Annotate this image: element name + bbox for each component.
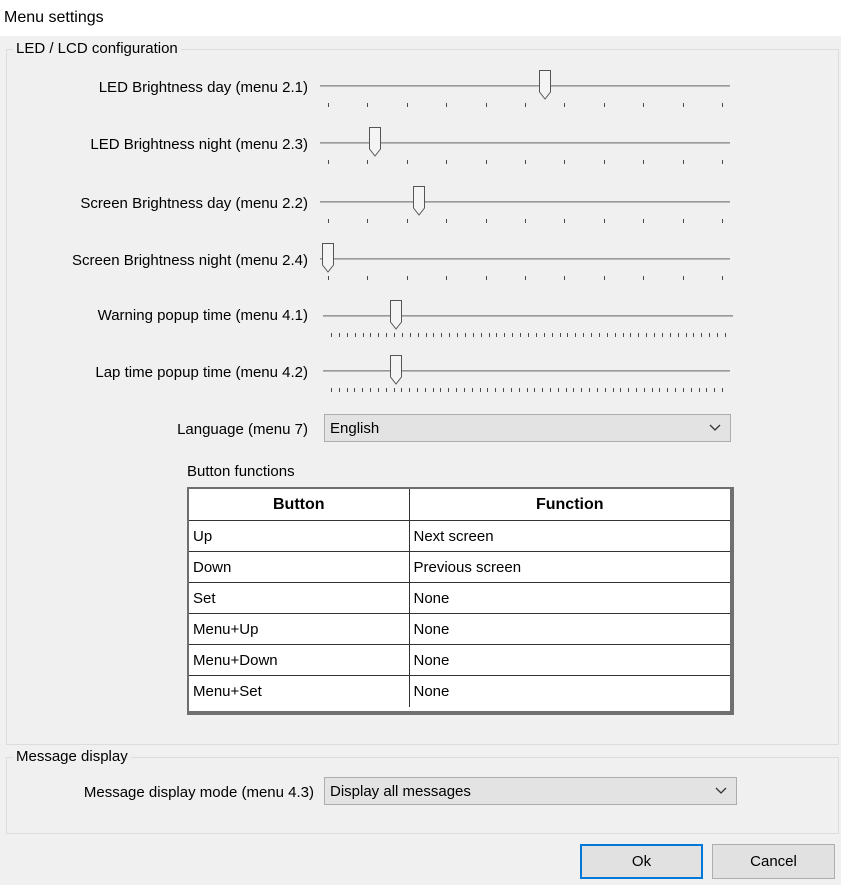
- slider-tick: [472, 388, 473, 392]
- slider-tick: [714, 388, 715, 392]
- led-lcd-legend: LED / LCD configuration: [13, 40, 181, 58]
- button-functions-table: [187, 487, 734, 715]
- slider-tick: [519, 388, 520, 392]
- slider-tick: [426, 333, 427, 337]
- slider-tick: [527, 388, 528, 392]
- window-title: Menu settings: [4, 9, 104, 26]
- slider-label-warning-popup: Warning popup time (menu 4.1): [97, 307, 308, 324]
- slider-tick: [440, 388, 441, 392]
- slider-tick: [464, 388, 465, 392]
- slider-track[interactable]: [320, 85, 730, 87]
- slider-tick: [386, 388, 387, 392]
- slider-tick: [706, 388, 707, 392]
- table-row[interactable]: [189, 521, 730, 552]
- slider-tick: [370, 388, 371, 392]
- slider-tick: [567, 333, 568, 337]
- slider-tick: [643, 160, 644, 164]
- function-cell[interactable]: Previous screen: [409, 552, 730, 583]
- ok-button[interactable]: Ok: [580, 844, 703, 879]
- slider-tick: [525, 276, 526, 280]
- slider-tick: [378, 333, 379, 337]
- button-cell[interactable]: Menu+Up: [189, 614, 409, 645]
- language-select[interactable]: [324, 414, 731, 442]
- slider-tick: [355, 333, 356, 337]
- button-functions-title: Button functions: [187, 463, 295, 480]
- slider-tick: [407, 219, 408, 223]
- slider-tick: [456, 388, 457, 392]
- message-display-mode-select[interactable]: [324, 777, 737, 805]
- slider-tick: [446, 103, 447, 107]
- slider-thumb[interactable]: [413, 186, 425, 216]
- slider-tick: [407, 276, 408, 280]
- slider-tick: [644, 388, 645, 392]
- slider-tick: [417, 388, 418, 392]
- slider-tick: [558, 388, 559, 392]
- slider-label-lap-popup: Lap time popup time (menu 4.2): [95, 364, 308, 381]
- slider-tick: [636, 388, 637, 392]
- slider-tick: [402, 333, 403, 337]
- slider-ticks: [320, 276, 730, 282]
- slider-tick: [347, 388, 348, 392]
- slider-tick: [328, 103, 329, 107]
- slider-tick: [486, 103, 487, 107]
- slider-tick: [407, 160, 408, 164]
- slider-tick: [725, 333, 726, 337]
- slider-tick: [678, 333, 679, 337]
- slider-tick: [525, 103, 526, 107]
- slider-label-screen-night: Screen Brightness night (menu 2.4): [72, 252, 308, 269]
- slider-tick: [367, 219, 368, 223]
- slider-tick: [722, 103, 723, 107]
- slider-tick: [339, 333, 340, 337]
- slider-tick: [643, 219, 644, 223]
- slider-ticks: [323, 388, 730, 394]
- slider-tick: [623, 333, 624, 337]
- slider-tick: [495, 388, 496, 392]
- slider-tick: [699, 388, 700, 392]
- slider-tick: [486, 219, 487, 223]
- slider-tick: [564, 276, 565, 280]
- slider-tick: [378, 388, 379, 392]
- slider-thumb[interactable]: [539, 70, 551, 100]
- slider-tick: [722, 219, 723, 223]
- slider-track[interactable]: [323, 370, 730, 372]
- slider-thumb[interactable]: [322, 243, 334, 273]
- slider-tick: [691, 388, 692, 392]
- slider-tick: [433, 388, 434, 392]
- slider-tick: [331, 388, 332, 392]
- slider-tick: [630, 333, 631, 337]
- slider-track[interactable]: [320, 258, 730, 260]
- slider-tick: [722, 276, 723, 280]
- slider-tick: [339, 388, 340, 392]
- slider-tick: [654, 333, 655, 337]
- slider-tick: [591, 333, 592, 337]
- slider-tick: [701, 333, 702, 337]
- slider-tick: [560, 333, 561, 337]
- slider-tick: [597, 388, 598, 392]
- slider-tick: [643, 276, 644, 280]
- slider-tick: [512, 333, 513, 337]
- table-row[interactable]: [189, 614, 730, 645]
- slider-tick: [693, 333, 694, 337]
- slider-track[interactable]: [323, 315, 733, 317]
- slider-tick: [409, 388, 410, 392]
- slider-tick: [486, 276, 487, 280]
- slider-tick: [536, 333, 537, 337]
- slider-tick: [683, 219, 684, 223]
- cancel-button[interactable]: Cancel: [712, 844, 835, 879]
- slider-tick: [583, 333, 584, 337]
- function-cell[interactable]: None: [413, 682, 450, 700]
- slider-tick: [504, 333, 505, 337]
- slider-thumb[interactable]: [369, 127, 381, 157]
- slider-thumb[interactable]: [390, 355, 402, 385]
- slider-tick: [528, 333, 529, 337]
- warning-popup-time-slider[interactable]: [323, 300, 733, 340]
- slider-track[interactable]: [320, 142, 730, 144]
- slider-tick: [489, 333, 490, 337]
- slider-tick: [670, 333, 671, 337]
- slider-tick: [550, 388, 551, 392]
- slider-tick: [620, 388, 621, 392]
- slider-tick: [347, 333, 348, 337]
- slider-tick: [328, 160, 329, 164]
- slider-tick: [496, 333, 497, 337]
- led-brightness-day-slider[interactable]: [320, 70, 730, 110]
- slider-tick: [575, 333, 576, 337]
- slider-tick: [564, 219, 565, 223]
- slider-tick: [448, 388, 449, 392]
- slider-tick: [646, 333, 647, 337]
- slider-tick: [487, 388, 488, 392]
- slider-tick: [367, 160, 368, 164]
- button-cell[interactable]: Set: [189, 583, 409, 614]
- message-display-mode-value: Display all messages: [330, 783, 471, 800]
- slider-tick: [589, 388, 590, 392]
- slider-tick: [717, 333, 718, 337]
- slider-tick: [604, 103, 605, 107]
- slider-tick: [552, 333, 553, 337]
- slider-tick: [367, 276, 368, 280]
- table-row[interactable]: [189, 676, 730, 707]
- slider-tick: [683, 160, 684, 164]
- slider-tick: [481, 333, 482, 337]
- slider-tick: [328, 219, 329, 223]
- slider-tick: [465, 333, 466, 337]
- slider-tick: [525, 160, 526, 164]
- slider-tick: [449, 333, 450, 337]
- slider-tick: [418, 333, 419, 337]
- slider-tick: [401, 388, 402, 392]
- slider-tick: [480, 388, 481, 392]
- screen-brightness-night-slider[interactable]: [320, 243, 730, 283]
- slider-tick: [446, 219, 447, 223]
- slider-tick: [615, 333, 616, 337]
- slider-label-led-day: LED Brightness day (menu 2.1): [98, 79, 308, 96]
- chevron-down-icon: [708, 421, 722, 435]
- slider-tick: [604, 160, 605, 164]
- slider-tick: [643, 103, 644, 107]
- slider-tick: [683, 103, 684, 107]
- slider-tick: [605, 388, 606, 392]
- slider-tick: [581, 388, 582, 392]
- slider-tick: [564, 103, 565, 107]
- slider-tick: [433, 333, 434, 337]
- slider-tick: [386, 333, 387, 337]
- slider-tick: [604, 219, 605, 223]
- slider-tick: [675, 388, 676, 392]
- slider-tick: [503, 388, 504, 392]
- slider-tick: [441, 333, 442, 337]
- button-cell[interactable]: Up: [189, 521, 409, 552]
- slider-ticks: [323, 333, 733, 339]
- slider-ticks: [320, 219, 730, 225]
- slider-tick: [638, 333, 639, 337]
- slider-tick: [534, 388, 535, 392]
- slider-tick: [686, 333, 687, 337]
- table-row[interactable]: [189, 552, 730, 583]
- slider-tick: [613, 388, 614, 392]
- language-label: Language (menu 7): [177, 421, 308, 438]
- slider-tick: [407, 103, 408, 107]
- led-brightness-night-slider[interactable]: [320, 127, 730, 167]
- slider-tick: [511, 388, 512, 392]
- slider-label-screen-day: Screen Brightness day (menu 2.2): [80, 195, 308, 212]
- slider-tick: [363, 333, 364, 337]
- slider-tick: [659, 388, 660, 392]
- slider-tick: [410, 333, 411, 337]
- table-row[interactable]: [189, 645, 730, 676]
- slider-tick: [542, 388, 543, 392]
- function-cell[interactable]: None: [409, 645, 730, 676]
- title-bar: [0, 0, 841, 36]
- slider-tick: [457, 333, 458, 337]
- lap-time-popup-time-slider[interactable]: [323, 355, 730, 395]
- slider-ticks: [320, 103, 730, 109]
- slider-tick: [354, 388, 355, 392]
- slider-tick: [394, 333, 395, 337]
- slider-tick: [604, 276, 605, 280]
- slider-tick: [662, 333, 663, 337]
- slider-tick: [709, 333, 710, 337]
- slider-tick: [446, 276, 447, 280]
- slider-tick: [473, 333, 474, 337]
- function-cell[interactable]: Next screen: [409, 521, 730, 552]
- slider-tick: [683, 388, 684, 392]
- column-header-button[interactable]: Button: [189, 489, 409, 521]
- message-display-mode-label: Message display mode (menu 4.3): [83, 784, 314, 801]
- slider-tick: [425, 388, 426, 392]
- slider-tick: [683, 276, 684, 280]
- slider-tick: [446, 160, 447, 164]
- slider-tick: [328, 276, 329, 280]
- slider-tick: [544, 333, 545, 337]
- screen-brightness-day-slider[interactable]: [320, 186, 730, 226]
- slider-tick: [331, 333, 332, 337]
- slider-tick: [525, 219, 526, 223]
- button-cell[interactable]: Menu+Down: [189, 645, 409, 676]
- slider-ticks: [320, 160, 730, 166]
- slider-tick: [367, 103, 368, 107]
- slider-tick: [486, 160, 487, 164]
- slider-tick: [362, 388, 363, 392]
- slider-tick: [667, 388, 668, 392]
- slider-tick: [599, 333, 600, 337]
- slider-tick: [394, 388, 395, 392]
- slider-tick: [520, 333, 521, 337]
- slider-tick: [652, 388, 653, 392]
- slider-tick: [628, 388, 629, 392]
- slider-thumb[interactable]: [390, 300, 402, 330]
- slider-tick: [564, 160, 565, 164]
- slider-tick: [607, 333, 608, 337]
- column-header-function[interactable]: Function: [409, 489, 730, 521]
- slider-tick: [722, 388, 723, 392]
- message-display-legend: Message display: [13, 748, 131, 766]
- function-cell[interactable]: None: [409, 614, 730, 645]
- slider-tick: [722, 160, 723, 164]
- chevron-down-icon: [714, 784, 728, 798]
- slider-tick: [370, 333, 371, 337]
- slider-tick: [573, 388, 574, 392]
- slider-track[interactable]: [320, 201, 730, 203]
- button-cell[interactable]: Down: [189, 552, 409, 583]
- table-row[interactable]: [189, 583, 730, 614]
- function-cell[interactable]: None: [409, 583, 730, 614]
- language-value: English: [330, 420, 380, 437]
- slider-label-led-night: LED Brightness night (menu 2.3): [90, 136, 308, 153]
- slider-tick: [566, 388, 567, 392]
- button-cell[interactable]: Menu+Set: [189, 676, 409, 707]
